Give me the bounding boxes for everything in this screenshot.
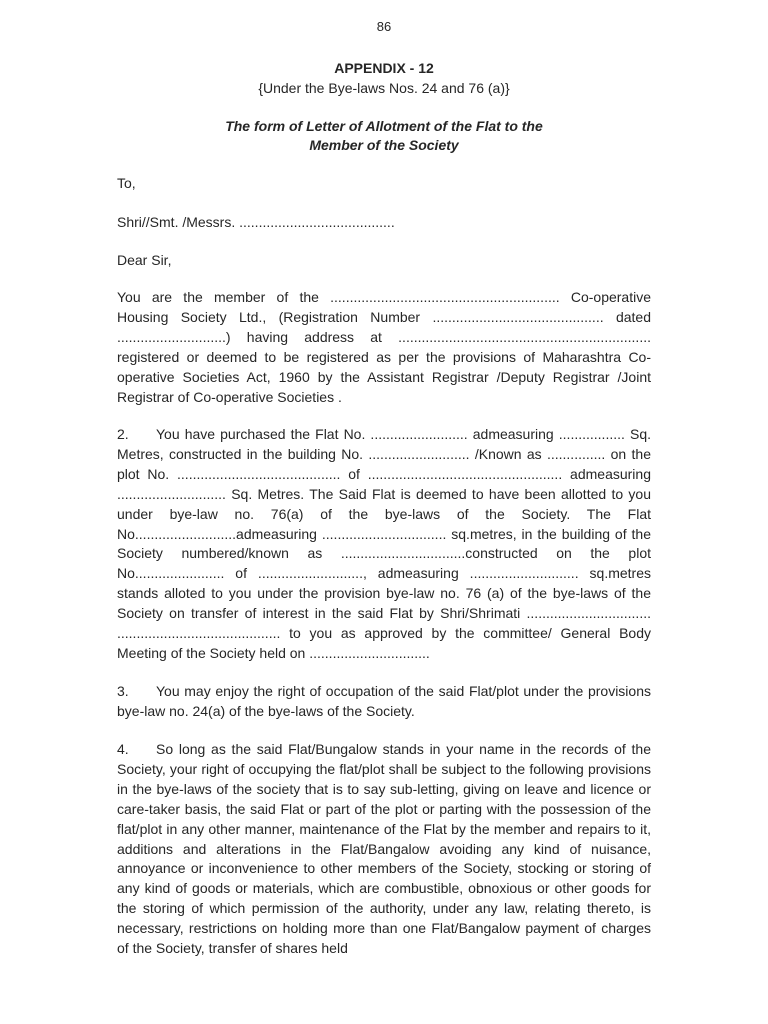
letter-to: To,: [117, 175, 136, 191]
letter-addressee: Shri//Smt. /Messrs. ........................................: [117, 214, 395, 230]
form-title-line-2: Member of the Society: [309, 137, 459, 153]
appendix-subtitle: {Under the Bye-laws Nos. 24 and 76 (a)}: [258, 80, 510, 96]
paragraph-4-number: 4.: [117, 741, 129, 757]
paragraph-4-text: So long as the said Flat/Bungalow stands in your name in the records of the Society, your right of occupying the flat/plot shall be subject to the following provisions in the bye-laws of the society that is to say sub-letting, giving on leave and licence or care-taker basis, the said Flat or part of the plot or parting with the possession of the flat/plot in any other manner, maintenance of the Flat by the member and repairs to it, additions and alterations in the Flat/Bangalow avoiding any kind of nuisance, annoyance or inconvenience to other members of the Society, stocking or storing of any kind of goods or materials, which are combustible, obnoxious or other goods for the storing of which permission of the authority, under any law, relating thereto, is necessary, restrictions on holding more than one Flat/Bangalow payment of charges of the Society, transfer of shares held: [117, 741, 651, 957]
page-number: 86: [376, 19, 392, 34]
letter-salutation: Dear Sir,: [117, 252, 172, 268]
paragraph-3-number: 3.: [117, 683, 129, 699]
paragraph-2: [117, 425, 651, 664]
paragraph-1: You are the member of the ........................................................... Co-operative Housing Society Ltd., (Registration Number ............................................ dated ............................) having address at ................................................................. registered or deemed to be registered as per the provisions of Maharashtra Co-operative Societies Act, 1960 by the Assistant Registrar /Deputy Registrar /Joint Registrar of Co-operative Societies .: [117, 289, 651, 405]
form-title: [117, 117, 651, 155]
form-title-line-1: The form of Letter of Allotment of the Flat to the: [225, 118, 543, 134]
paragraph-3: [117, 682, 651, 722]
paragraph-3-text: You may enjoy the right of occupation of the said Flat/plot under the provisions bye-law no. 24(a) of the bye-laws of the Society.: [117, 683, 651, 719]
paragraph-2-text: You have purchased the Flat No. ......................... admeasuring ................. Sq. Metres, constructed in the building No. .......................... /Known as ............... on the plot No. .......................................... of .................................................. admeasuring ............................ Sq. Metres. The Said Flat is deemed to have been allotted to you under bye-law no. 76(a) of the bye-laws of the Society. The Flat No..........................admeasuring ................................ sq.metres, in the building of the Society numbered/known as ................................constructed on the plot No....................... of ..........................., admeasuring ............................ sq.metres stands alloted to you under the provision bye-law no. 76 (a) of the bye-laws of the Society on transfer of interest in the said Flat by Shri/Shrimati ................................ .......................................... to you as approved by the committee/ General Body Meeting of the Society held on ...............................: [117, 426, 651, 661]
appendix-title: APPENDIX - 12: [334, 60, 434, 76]
paragraph-2-number: 2.: [117, 426, 129, 442]
paragraph-4: [117, 740, 651, 959]
